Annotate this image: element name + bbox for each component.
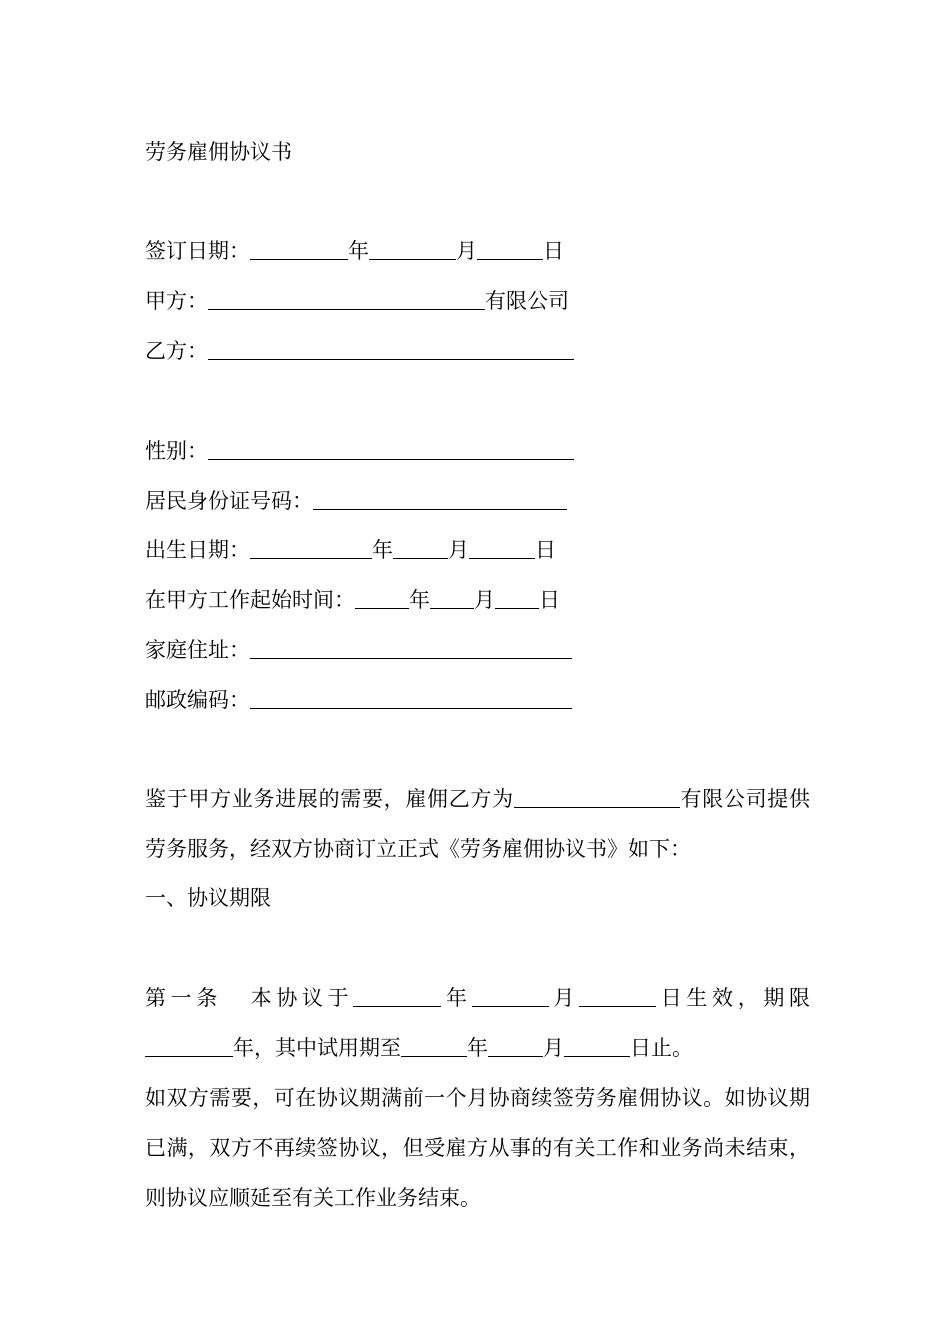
- party-b-blank[interactable]: [208, 339, 574, 360]
- term-years-blank[interactable]: [145, 1036, 233, 1057]
- birth-date-line: [145, 535, 556, 565]
- birth-date-day-blank[interactable]: [469, 538, 535, 559]
- sign-date-month-unit: 月: [456, 239, 477, 263]
- effective-day-blank[interactable]: [579, 986, 656, 1007]
- intro-text-1: 鉴于甲方业务进展的需要，雇佣乙方为: [145, 787, 514, 811]
- sign-date-label: 签订日期：: [145, 239, 250, 263]
- address-line: [145, 635, 572, 665]
- effective-month-blank[interactable]: [472, 986, 549, 1007]
- party-a-blank[interactable]: [208, 289, 485, 310]
- start-date-month-unit: 月: [474, 588, 495, 612]
- sign-date-day-unit: 日: [543, 239, 564, 263]
- birth-date-month-blank[interactable]: [393, 538, 448, 559]
- article-1-text-4: 日止。: [630, 1036, 693, 1060]
- start-date-line: [145, 585, 560, 615]
- birth-date-month-unit: 月: [448, 538, 469, 562]
- party-a-suffix: 有限公司: [485, 289, 569, 313]
- probation-year-blank[interactable]: [401, 1036, 467, 1057]
- renewal-paragraph: 如双方需要，可在协议期满前一个月协商续签劳务雇佣协议。如协议期已满，双方不再续签协议，但受雇方从事的有关工作和业务尚未结束，则协议应顺延至有关工作业务结束。: [145, 1086, 810, 1210]
- gender-line: [145, 436, 574, 466]
- party-b-label: 乙方：: [145, 339, 208, 363]
- sign-date-year-unit: 年: [348, 239, 369, 263]
- party-b-line: [145, 336, 574, 366]
- article-1-label: 第一条: [145, 986, 222, 1010]
- gender-blank[interactable]: [208, 439, 574, 460]
- start-date-day-blank[interactable]: [495, 588, 539, 609]
- article-1-text-3: 年，其中试用期至: [233, 1036, 401, 1060]
- birth-date-year-blank[interactable]: [250, 538, 372, 559]
- party-a-line: [145, 286, 569, 316]
- sign-date-month-blank[interactable]: [369, 239, 456, 260]
- start-date-year-unit: 年: [409, 588, 430, 612]
- effective-month-unit: 月: [548, 986, 580, 1010]
- start-date-day-unit: 日: [539, 588, 560, 612]
- document-title: 劳务雇佣协议书: [145, 140, 292, 164]
- probation-month-blank[interactable]: [488, 1036, 543, 1057]
- id-number-line: [145, 486, 567, 516]
- probation-year-unit: 年: [467, 1036, 488, 1060]
- postcode-line: [145, 685, 572, 715]
- effective-year-blank[interactable]: [353, 986, 441, 1007]
- birth-date-year-unit: 年: [372, 538, 393, 562]
- id-number-blank[interactable]: [313, 489, 567, 510]
- article-1-text-2: 日生效，期限: [656, 986, 811, 1010]
- sign-date-line: [145, 236, 564, 266]
- party-a-label: 甲方：: [145, 289, 208, 313]
- intro-text-2: 有限公司提供劳务服务，经双方协商订立正式《劳务雇佣协议书》如下：: [145, 787, 811, 861]
- gender-label: 性别：: [145, 439, 208, 463]
- sign-date-year-blank[interactable]: [250, 239, 348, 260]
- sign-date-day-blank[interactable]: [477, 239, 543, 260]
- intro-company-blank[interactable]: [514, 787, 680, 808]
- start-date-year-blank[interactable]: [355, 588, 409, 609]
- article-1-paragraph: [145, 973, 810, 1073]
- start-date-month-blank[interactable]: [430, 588, 474, 609]
- birth-date-day-unit: 日: [535, 538, 556, 562]
- id-number-label: 居民身份证号码：: [145, 489, 313, 513]
- probation-day-blank[interactable]: [564, 1036, 630, 1057]
- article-1-text-1: 本协议于: [246, 986, 354, 1010]
- effective-year-unit: 年: [441, 986, 472, 1010]
- section-1-heading: 一、协议期限: [145, 886, 271, 910]
- birth-date-label: 出生日期：: [145, 538, 250, 562]
- postcode-label: 邮政编码：: [145, 688, 250, 712]
- start-date-label: 在甲方工作起始时间：: [145, 588, 355, 612]
- intro-paragraph: [145, 774, 810, 874]
- address-label: 家庭住址：: [145, 638, 250, 662]
- probation-month-unit: 月: [543, 1036, 564, 1060]
- postcode-blank[interactable]: [250, 688, 572, 709]
- address-blank[interactable]: [250, 638, 572, 659]
